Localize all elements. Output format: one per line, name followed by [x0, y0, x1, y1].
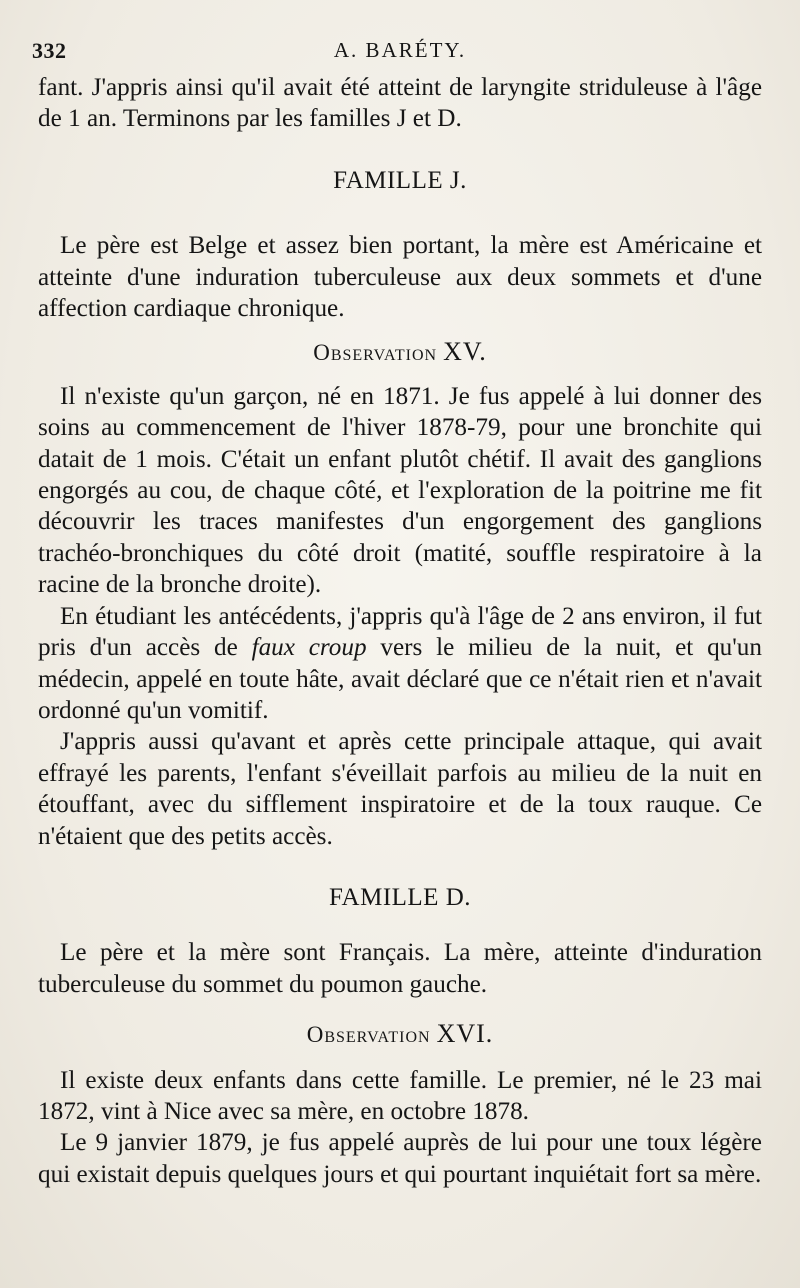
paragraph-obs15-2	[38, 601, 762, 727]
observation-number: XVI.	[436, 1019, 494, 1049]
observation-label: Observation	[313, 340, 438, 366]
page-number: 332	[32, 38, 67, 63]
observation-label: Observation	[306, 1022, 431, 1048]
section-heading-famille-d: FAMILLE D.	[328, 883, 472, 911]
observation-number: XV.	[443, 337, 487, 367]
text-run: En étudiant les antécédents, j'appris qu'à l'âge de 2 ans environ, il fut pris d'un accès de	[38, 602, 762, 662]
paragraph-famille-d: Le père et la mère sont Français. La mère, atteinte d'induration tuberculeuse du sommet du poumon gauche.	[38, 939, 762, 998]
paragraph-obs15-1: Il n'existe qu'un garçon, né en 1871. Je fus appelé à lui donner des soins au commencement de l'hiver 1878-79, pour une bronchite qui datait de 1 mois. C'était un enfant plutôt chétif. Il avait des ganglions engorgés au cou, de chaque côté, et l'exploration de la poitrine me fit découvrir les traces manifestes d'un engorgement des ganglions trachéo-bronchiques du côté droit (matité, souffle respiratoire à la racine de la bronche droite).	[38, 382, 762, 599]
observation-heading-xv	[38, 336, 762, 368]
running-head: A. BARÉTY.	[333, 38, 467, 62]
paragraph-famille-j: Le père est Belge et assez bien portant, la mère est Américaine et atteinte d'une induration tuberculeuse aux deux sommets et d'une affection cardiaque chronique.	[38, 232, 762, 323]
paragraph-intro: fant. J'appris ainsi qu'il avait été atteint de laryngite striduleuse à l'âge de 1 an. Terminons par les familles J et D.	[38, 74, 762, 133]
section-heading-famille-j: FAMILLE J.	[333, 166, 467, 194]
paragraph-obs15-3: J'appris aussi qu'avant et après cette principale attaque, qui avait effrayé les parents, l'enfant s'éveillait parfois au milieu de la nuit en étouffant, avec du sifflement inspiratoire et de la toux rauque. Ce n'étaient que des petits accès.	[38, 728, 762, 850]
observation-heading-xvi	[38, 1018, 762, 1050]
page-body	[38, 72, 762, 1190]
page-header	[32, 38, 768, 68]
text-run: vers le milieu de la nuit, et qu'un médecin, appelé en toute hâte, avait déclaré que ce n'était rien et n'avait ordonné qu'un vomitif.	[38, 634, 762, 724]
paragraph-obs16-1: Il existe deux enfants dans cette famille. Le premier, né le 23 mai 1872, vint à Nice avec sa mère, en octobre 1878.	[38, 1066, 762, 1125]
paragraph-obs16-2: Le 9 janvier 1879, je fus appelé auprès de lui pour une toux légère qui existait depuis quelques jours et qui pourtant inquiétait fort sa mère.	[38, 1129, 762, 1188]
emphasis-text: faux croup	[251, 634, 367, 662]
